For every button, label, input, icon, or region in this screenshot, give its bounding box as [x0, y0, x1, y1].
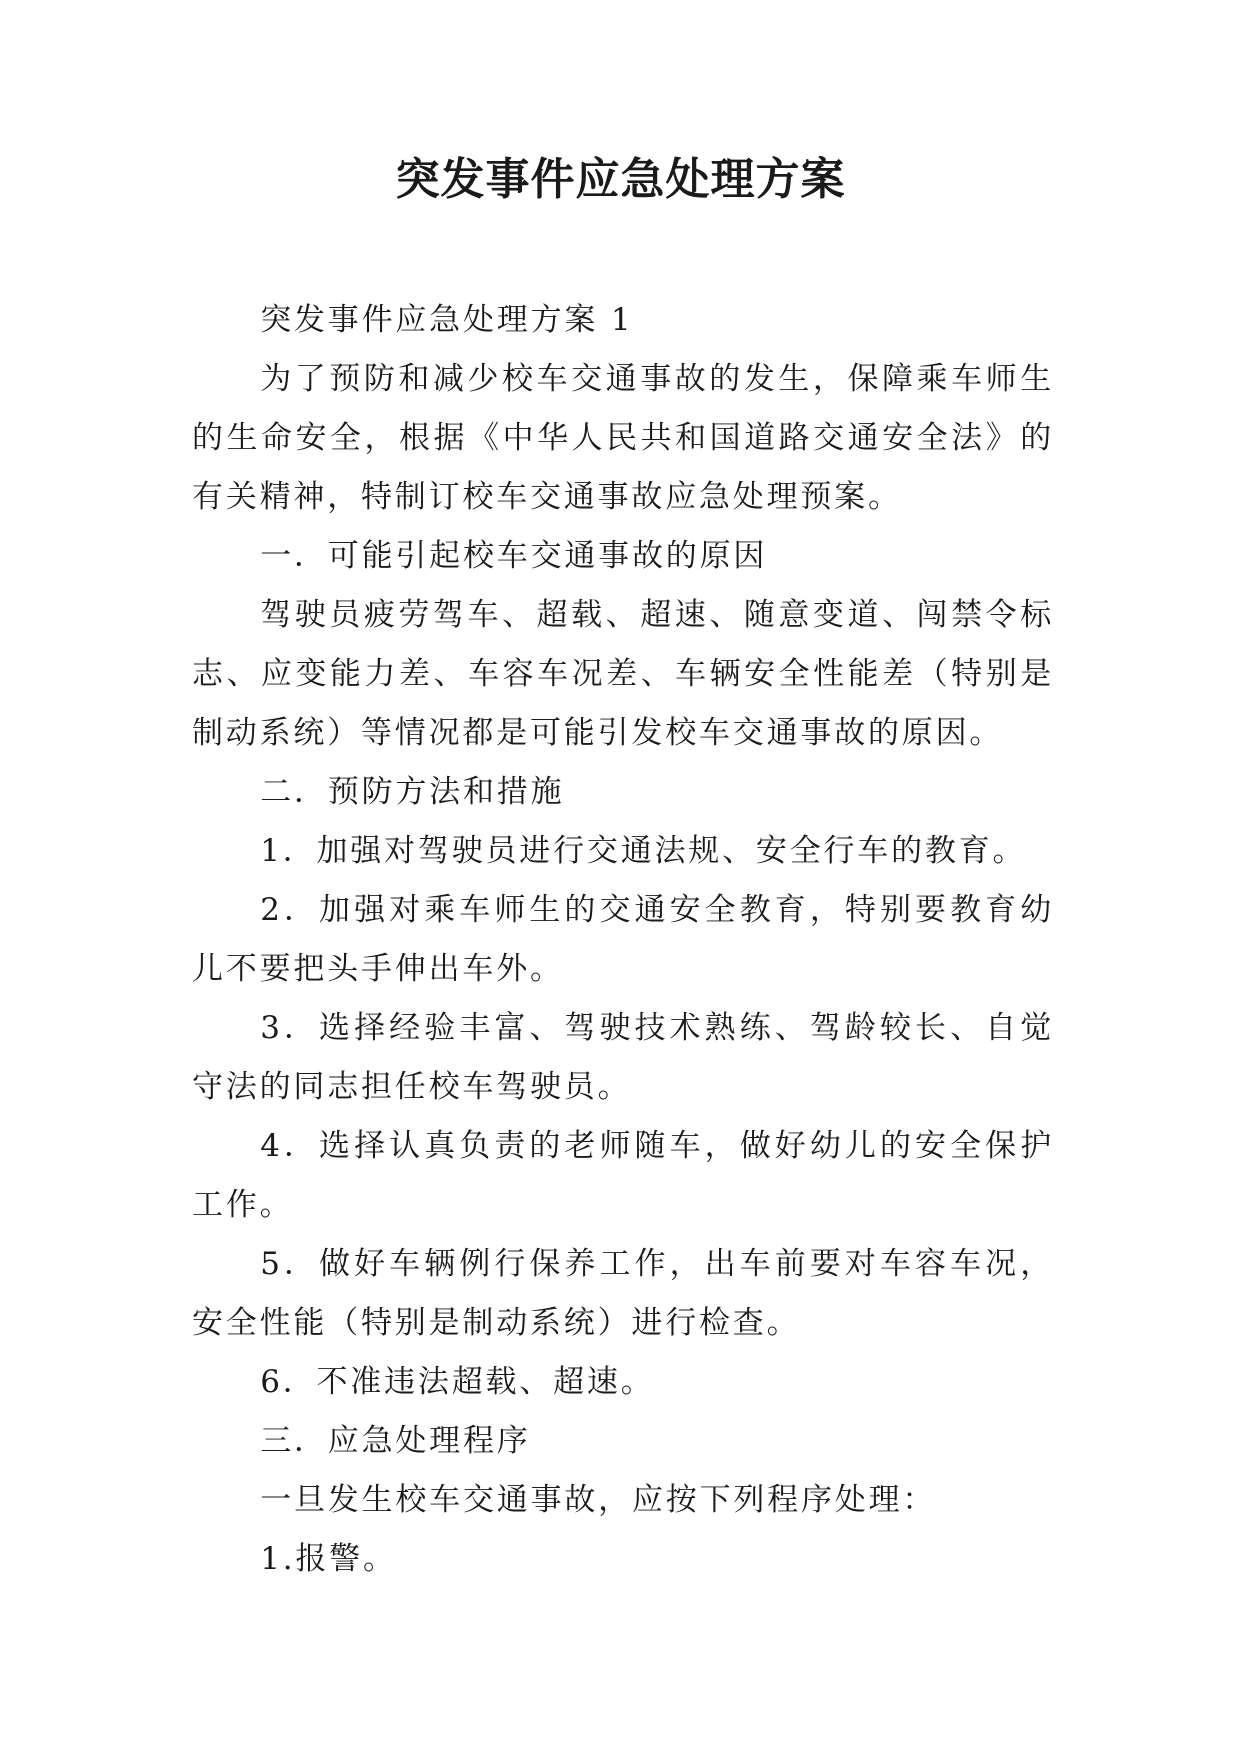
paragraph-causes: 驾驶员疲劳驾车、超载、超速、随意变道、闯禁令标志、应变能力差、车容车况差、车辆安全性能差（特别是制动系统）等情况都是可能引发校车交通事故的原因。 — [192, 597, 1054, 751]
section-heading-procedure: 三．应急处理程序 — [260, 1423, 531, 1459]
document-body — [192, 291, 1054, 1589]
list-item-procedure-1: 1.报警。 — [260, 1541, 397, 1577]
list-item-prevention-2: 2．加强对乘车师生的交通安全教育，特别要教育幼儿不要把头手伸出车外。 — [192, 892, 1054, 987]
section-heading-causes: 一．可能引起校车交通事故的原因 — [260, 538, 768, 574]
list-item-prevention-6: 6．不准违法超载、超速。 — [260, 1364, 655, 1400]
section-heading-prevention: 二．预防方法和措施 — [260, 774, 565, 810]
list-item-prevention-3: 3．选择经验丰富、驾驶技术熟练、驾龄较长、自觉守法的同志担任校车驾驶员。 — [192, 1010, 1054, 1105]
list-item-prevention-4: 4．选择认真负责的老师随车，做好幼儿的安全保护工作。 — [192, 1128, 1054, 1223]
paragraph-procedure-intro: 一旦发生校车交通事故，应按下列程序处理： — [260, 1482, 937, 1518]
document-title: 突发事件应急处理方案 — [395, 154, 846, 205]
list-item-prevention-5: 5．做好车辆例行保养工作，出车前要对车容车况，安全性能（特别是制动系统）进行检查。 — [192, 1246, 1054, 1341]
paragraph-intro: 为了预防和减少校车交通事故的发生，保障乘车师生的生命安全，根据《中华人民共和国道路交通安全法》的有关精神，特制订校车交通事故应急处理预案。 — [192, 361, 1054, 515]
list-item-prevention-1: 1．加强对驾驶员进行交通法规、安全行车的教育。 — [260, 833, 1027, 869]
paragraph-heading-1: 突发事件应急处理方案 1 — [260, 302, 634, 338]
